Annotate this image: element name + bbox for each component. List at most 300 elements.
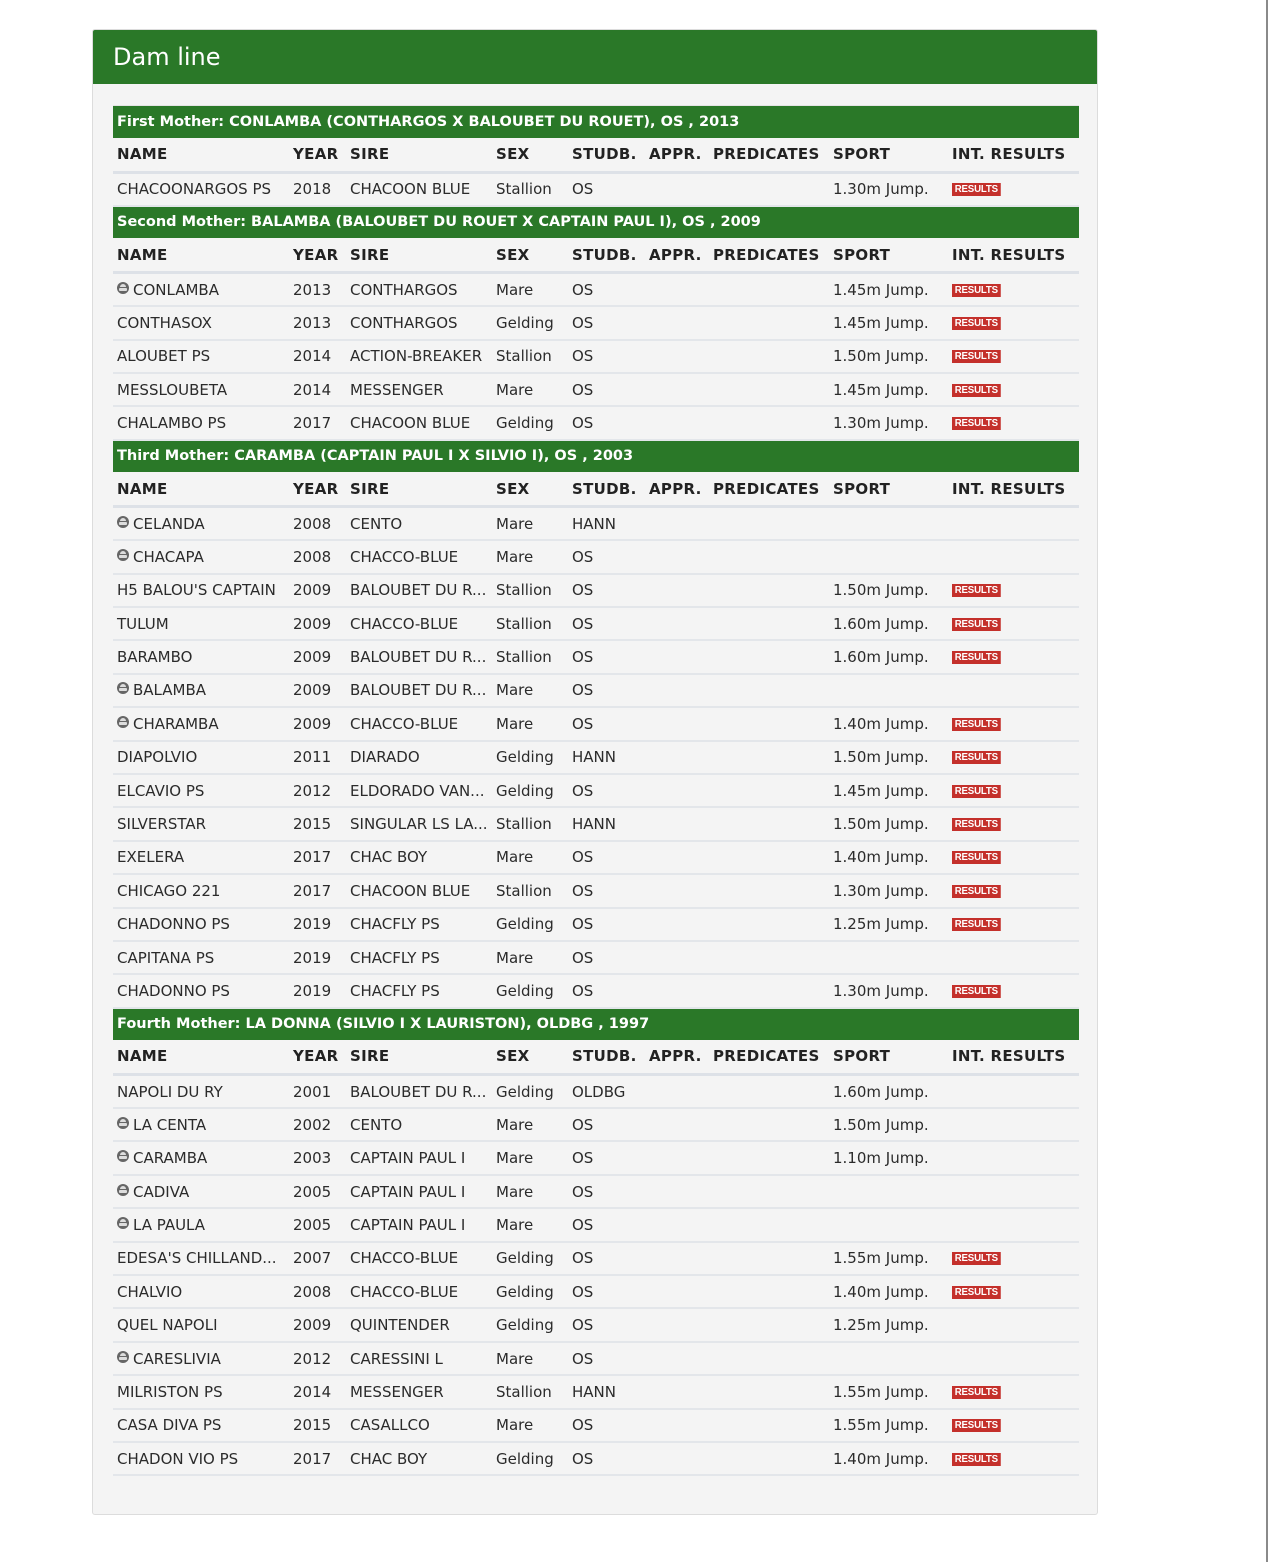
- cell-studbook-text: OS: [572, 1249, 594, 1268]
- cell-year-text: 2014: [293, 1382, 332, 1401]
- cell-predicates: [709, 1375, 829, 1408]
- column-header-year: YEAR: [289, 1040, 346, 1075]
- cell-sport-text: 1.30m Jump.: [833, 180, 929, 199]
- table-row: [113, 273, 1079, 306]
- column-header-studbook: STUDB.: [568, 138, 645, 173]
- cell-sire-text: CARESSINI L: [350, 1349, 443, 1368]
- cell-name[interactable]: [113, 373, 289, 406]
- results-button[interactable]: RESULTS: [952, 785, 1001, 798]
- table-body: [113, 106, 1079, 1476]
- cell-name[interactable]: [113, 173, 289, 206]
- cell-year-text: 2012: [293, 781, 332, 800]
- cell-name[interactable]: [113, 874, 289, 907]
- cell-studbook-text: OS: [572, 1182, 594, 1201]
- cell-sport-text: 1.60m Jump.: [833, 648, 929, 667]
- cell-sex: [492, 908, 568, 941]
- cell-int-results: [948, 1208, 1079, 1241]
- cell-name-text[interactable]: CONTHASOX: [117, 313, 212, 332]
- cell-name-text[interactable]: CHARAMBA: [133, 714, 219, 733]
- cell-sex-text: Stallion: [496, 180, 552, 199]
- column-header-predicates: PREDICATES: [709, 472, 829, 507]
- cell-sex: [492, 1442, 568, 1475]
- results-button[interactable]: RESULTS: [952, 350, 1001, 363]
- cell-predicates: [709, 1242, 829, 1275]
- cell-year: [289, 406, 346, 439]
- cell-studbook-text: OS: [572, 1449, 594, 1468]
- cell-sport-text: 1.30m Jump.: [833, 414, 929, 433]
- table-row: [113, 540, 1079, 573]
- results-button[interactable]: RESULTS: [952, 718, 1001, 731]
- cell-studbook: [568, 1442, 645, 1475]
- cell-name-text[interactable]: MILRISTON PS: [117, 1382, 223, 1401]
- cell-sire-text: CHACCO-BLUE: [350, 714, 459, 733]
- column-header-int-results: INT. RESULTS: [948, 138, 1079, 173]
- cell-sex: [492, 273, 568, 306]
- offspring-mare-icon: [117, 1351, 129, 1363]
- cell-sire: [346, 273, 492, 306]
- cell-int-results: [948, 807, 1079, 840]
- cell-sex-text: Mare: [496, 1182, 534, 1201]
- cell-predicates: [709, 1208, 829, 1241]
- cell-studbook: [568, 640, 645, 673]
- cell-studbook-text: OS: [572, 1349, 594, 1368]
- cell-sire-text: ELDORADO VAN...: [350, 781, 485, 800]
- cell-name[interactable]: [113, 1308, 289, 1341]
- cell-sire: [346, 607, 492, 640]
- cell-year-text: 2012: [293, 1349, 332, 1368]
- cell-name[interactable]: [113, 841, 289, 874]
- cell-studbook: [568, 674, 645, 707]
- column-header-sire: SIRE: [346, 472, 492, 507]
- cell-sire-text: BALOUBET DU R...: [350, 581, 487, 600]
- cell-name[interactable]: [113, 908, 289, 941]
- cell-approval: [645, 874, 709, 907]
- cell-name-text[interactable]: CHALVIO: [117, 1282, 183, 1301]
- cell-year: [289, 707, 346, 740]
- cell-studbook-text: OS: [572, 948, 594, 967]
- cell-name[interactable]: [113, 1108, 289, 1141]
- cell-name-text[interactable]: CADIVA: [133, 1182, 190, 1201]
- cell-sex-text: Gelding: [496, 414, 554, 433]
- cell-year: [289, 1275, 346, 1308]
- cell-sex-text: Mare: [496, 948, 534, 967]
- cell-year: [289, 640, 346, 673]
- cell-sport-text: 1.25m Jump.: [833, 915, 929, 934]
- cell-predicates: [709, 306, 829, 339]
- cell-name-text[interactable]: CARESLIVIA: [133, 1349, 221, 1368]
- cell-sire-text: DIARADO: [350, 748, 420, 767]
- column-header-sire: SIRE: [346, 138, 492, 173]
- cell-name-text[interactable]: CHALAMBO PS: [117, 414, 227, 433]
- cell-studbook-text: HANN: [572, 514, 616, 533]
- cell-sex: [492, 1075, 568, 1108]
- cell-year-text: 2003: [293, 1149, 332, 1168]
- cell-year: [289, 774, 346, 807]
- cell-sire-text: CHAC BOY: [350, 848, 428, 867]
- table-row: [113, 1275, 1079, 1308]
- cell-int-results: [948, 941, 1079, 974]
- cell-studbook: [568, 874, 645, 907]
- column-header-sex: SEX: [492, 238, 568, 273]
- cell-studbook-text: OS: [572, 414, 594, 433]
- results-button[interactable]: RESULTS: [952, 1419, 1001, 1432]
- cell-studbook: [568, 1342, 645, 1375]
- cell-sport: [829, 1442, 948, 1475]
- cell-predicates: [709, 373, 829, 406]
- cell-sport: [829, 1375, 948, 1408]
- cell-name-text[interactable]: QUEL NAPOLI: [117, 1316, 218, 1335]
- cell-sex-text: Mare: [496, 1215, 534, 1234]
- results-button[interactable]: RESULTS: [952, 818, 1001, 831]
- cell-name[interactable]: [113, 1175, 289, 1208]
- cell-sex-text: Gelding: [496, 1282, 554, 1301]
- cell-studbook: [568, 974, 645, 1007]
- cell-approval: [645, 807, 709, 840]
- column-header-sire: SIRE: [346, 1040, 492, 1075]
- cell-year: [289, 1375, 346, 1408]
- cell-sex: [492, 340, 568, 373]
- cell-name-text[interactable]: TULUM: [117, 614, 169, 633]
- cell-studbook-text: OS: [572, 848, 594, 867]
- cell-sire: [346, 1108, 492, 1141]
- cell-int-results: [948, 1308, 1079, 1341]
- cell-sire-text: BALOUBET DU R...: [350, 648, 487, 667]
- cell-sport: [829, 406, 948, 439]
- table-row: [113, 607, 1079, 640]
- cell-predicates: [709, 941, 829, 974]
- offspring-mare-icon: [117, 1117, 129, 1129]
- cell-name-text[interactable]: MESSLOUBETA: [117, 380, 228, 399]
- cell-name-text[interactable]: CAPITANA PS: [117, 948, 215, 967]
- results-button[interactable]: RESULTS: [952, 885, 1001, 898]
- cell-sire-text: CHAC BOY: [350, 1449, 428, 1468]
- cell-sport-text: 1.60m Jump.: [833, 614, 929, 633]
- cell-predicates: [709, 1342, 829, 1375]
- cell-name-text[interactable]: CASA DIVA PS: [117, 1416, 222, 1435]
- cell-studbook: [568, 841, 645, 874]
- cell-year-text: 2009: [293, 581, 332, 600]
- cell-name[interactable]: [113, 574, 289, 607]
- section-title: First Mother: CONLAMBA (CONTHARGOS X BALOUBET DU ROUET), OS , 2013: [113, 106, 1079, 138]
- cell-studbook-text: OS: [572, 313, 594, 332]
- cell-studbook-text: OS: [572, 1215, 594, 1234]
- table-row: [113, 1308, 1079, 1341]
- cell-year-text: 2014: [293, 347, 332, 366]
- cell-sire: [346, 640, 492, 673]
- cell-sport: [829, 1208, 948, 1241]
- cell-approval: [645, 774, 709, 807]
- cell-year-text: 2017: [293, 414, 332, 433]
- cell-name[interactable]: [113, 1141, 289, 1174]
- cell-int-results: [948, 507, 1079, 540]
- section-title: Fourth Mother: LA DONNA (SILVIO I X LAURISTON), OLDBG , 1997: [113, 1008, 1079, 1040]
- cell-studbook: [568, 941, 645, 974]
- cell-sex-text: Stallion: [496, 581, 552, 600]
- cell-sire-text: CHACCO-BLUE: [350, 1249, 459, 1268]
- cell-name[interactable]: [113, 674, 289, 707]
- cell-year: [289, 1342, 346, 1375]
- cell-sex-text: Mare: [496, 1416, 534, 1435]
- cell-name-text[interactable]: CHACAPA: [133, 547, 204, 566]
- cell-sex: [492, 306, 568, 339]
- column-header-sport: SPORT: [829, 138, 948, 173]
- cell-name[interactable]: [113, 607, 289, 640]
- column-header-row: [113, 1040, 1079, 1075]
- cell-name-text[interactable]: CELANDA: [133, 514, 205, 533]
- cell-name-text[interactable]: H5 BALOU'S CAPTAIN: [117, 581, 276, 600]
- cell-name[interactable]: [113, 741, 289, 774]
- cell-predicates: [709, 406, 829, 439]
- cell-name[interactable]: [113, 1208, 289, 1241]
- results-button[interactable]: RESULTS: [952, 417, 1001, 430]
- cell-name-text[interactable]: EDESA'S CHILLAND...: [117, 1249, 277, 1268]
- column-header-studbook: STUDB.: [568, 472, 645, 507]
- results-button[interactable]: RESULTS: [952, 985, 1001, 998]
- cell-predicates: [709, 607, 829, 640]
- cell-sport: [829, 540, 948, 573]
- cell-year-text: 2015: [293, 1416, 332, 1435]
- cell-int-results: [948, 841, 1079, 874]
- cell-name-text[interactable]: ALOUBET PS: [117, 347, 211, 366]
- cell-name-text[interactable]: BALAMBA: [133, 681, 207, 700]
- table-row: [113, 1242, 1079, 1275]
- cell-sire: [346, 1175, 492, 1208]
- cell-sport: [829, 574, 948, 607]
- cell-year: [289, 507, 346, 540]
- cell-name[interactable]: [113, 974, 289, 1007]
- cell-name[interactable]: [113, 540, 289, 573]
- cell-name[interactable]: [113, 640, 289, 673]
- cell-name[interactable]: [113, 941, 289, 974]
- cell-name-text[interactable]: CHADON VIO PS: [117, 1449, 239, 1468]
- table-row: [113, 640, 1079, 673]
- results-button[interactable]: RESULTS: [952, 751, 1001, 764]
- cell-sire-text: CHACCO-BLUE: [350, 547, 459, 566]
- offspring-mare-icon: [117, 1150, 129, 1162]
- cell-int-results: [948, 574, 1079, 607]
- cell-sport-text: 1.50m Jump.: [833, 1115, 929, 1134]
- cell-name[interactable]: [113, 273, 289, 306]
- cell-int-results: [948, 1409, 1079, 1442]
- cell-name[interactable]: [113, 1342, 289, 1375]
- cell-sire-text: CAPTAIN PAUL I: [350, 1149, 466, 1168]
- results-button[interactable]: RESULTS: [952, 584, 1001, 597]
- cell-studbook-text: OS: [572, 982, 594, 1000]
- column-header-name: NAME: [113, 1040, 289, 1075]
- cell-name-text[interactable]: BARAMBO: [117, 648, 193, 667]
- table-row: [113, 974, 1079, 1007]
- column-header-year: YEAR: [289, 238, 346, 273]
- cell-year-text: 2007: [293, 1249, 332, 1268]
- cell-year-text: 2013: [293, 280, 332, 299]
- cell-studbook-text: OS: [572, 347, 594, 366]
- cell-sport: [829, 1175, 948, 1208]
- cell-sex: [492, 373, 568, 406]
- cell-predicates: [709, 1409, 829, 1442]
- cell-name-text[interactable]: CHICAGO 221: [117, 881, 221, 900]
- cell-name[interactable]: [113, 1242, 289, 1275]
- cell-studbook-text: HANN: [572, 1382, 616, 1401]
- cell-predicates: [709, 674, 829, 707]
- cell-int-results: [948, 306, 1079, 339]
- cell-name-text[interactable]: CHADONNO PS: [117, 982, 230, 1000]
- column-header-sex: SEX: [492, 472, 568, 507]
- cell-name[interactable]: [113, 1375, 289, 1408]
- cell-approval: [645, 373, 709, 406]
- cell-sire-text: CHACOON BLUE: [350, 414, 471, 433]
- cell-approval: [645, 908, 709, 941]
- results-button[interactable]: RESULTS: [952, 284, 1001, 297]
- cell-year: [289, 674, 346, 707]
- column-header-predicates: PREDICATES: [709, 238, 829, 273]
- cell-approval: [645, 540, 709, 573]
- table-row: [113, 1141, 1079, 1174]
- cell-sex-text: Gelding: [496, 915, 554, 934]
- cell-sport: [829, 1242, 948, 1275]
- cell-sport-text: 1.55m Jump.: [833, 1382, 929, 1401]
- cell-int-results: [948, 1175, 1079, 1208]
- results-button[interactable]: RESULTS: [952, 651, 1001, 664]
- cell-sire: [346, 1342, 492, 1375]
- cell-name[interactable]: [113, 807, 289, 840]
- cell-sport-text: 1.55m Jump.: [833, 1249, 929, 1268]
- results-button[interactable]: RESULTS: [952, 1286, 1001, 1299]
- cell-int-results: [948, 273, 1079, 306]
- cell-sire-text: BALOUBET DU R...: [350, 681, 487, 700]
- cell-sport-text: 1.45m Jump.: [833, 280, 929, 299]
- cell-studbook-text: HANN: [572, 748, 616, 767]
- cell-int-results: [948, 340, 1079, 373]
- column-header-approval: APPR.: [645, 472, 709, 507]
- cell-sire: [346, 373, 492, 406]
- cell-name[interactable]: [113, 340, 289, 373]
- cell-sex: [492, 941, 568, 974]
- cell-int-results: [948, 1242, 1079, 1275]
- cell-name[interactable]: [113, 1075, 289, 1108]
- cell-name-text[interactable]: SILVERSTAR: [117, 815, 207, 834]
- cell-name-text[interactable]: NAPOLI DU RY: [117, 1082, 223, 1101]
- cell-name[interactable]: [113, 507, 289, 540]
- results-button[interactable]: RESULTS: [952, 384, 1001, 397]
- cell-approval: [645, 1242, 709, 1275]
- offspring-mare-icon: [117, 682, 129, 694]
- results-button[interactable]: RESULTS: [952, 1252, 1001, 1265]
- table-row: [113, 674, 1079, 707]
- cell-year-text: 2009: [293, 614, 332, 633]
- cell-year: [289, 974, 346, 1007]
- cell-name[interactable]: [113, 406, 289, 439]
- cell-name[interactable]: [113, 1275, 289, 1308]
- cell-sire: [346, 1308, 492, 1341]
- results-button[interactable]: RESULTS: [952, 918, 1001, 931]
- cell-sire: [346, 507, 492, 540]
- column-header-predicates: PREDICATES: [709, 1040, 829, 1075]
- cell-name-text[interactable]: DIAPOLVIO: [117, 748, 198, 767]
- cell-studbook-text: OS: [572, 547, 594, 566]
- section-band: [113, 440, 1079, 472]
- cell-sex: [492, 507, 568, 540]
- table-row: [113, 1409, 1079, 1442]
- dam-line-table: [113, 105, 1079, 1476]
- cell-sex-text: Gelding: [496, 1082, 554, 1101]
- cell-name[interactable]: [113, 1409, 289, 1442]
- cell-sire: [346, 306, 492, 339]
- cell-sire: [346, 707, 492, 740]
- cell-sex: [492, 774, 568, 807]
- cell-sport-text: 1.45m Jump.: [833, 313, 929, 332]
- cell-sex-text: Gelding: [496, 1316, 554, 1335]
- cell-name-text[interactable]: CHADONNO PS: [117, 915, 230, 934]
- cell-name[interactable]: [113, 1442, 289, 1475]
- cell-int-results: [948, 1275, 1079, 1308]
- cell-year: [289, 1442, 346, 1475]
- cell-year: [289, 841, 346, 874]
- cell-sport: [829, 1075, 948, 1108]
- cell-sex-text: Gelding: [496, 781, 554, 800]
- column-header-int-results: INT. RESULTS: [948, 472, 1079, 507]
- cell-name-text[interactable]: EXELERA: [117, 848, 185, 867]
- column-header-predicates: PREDICATES: [709, 138, 829, 173]
- cell-predicates: [709, 807, 829, 840]
- results-button[interactable]: RESULTS: [952, 1386, 1001, 1399]
- cell-predicates: [709, 974, 829, 1007]
- cell-year-text: 2008: [293, 514, 332, 533]
- cell-sire: [346, 774, 492, 807]
- cell-int-results: [948, 1108, 1079, 1141]
- cell-sex-text: Mare: [496, 380, 534, 399]
- cell-sire: [346, 1275, 492, 1308]
- cell-sex: [492, 807, 568, 840]
- cell-sport-text: 1.40m Jump.: [833, 1282, 929, 1301]
- cell-name-text[interactable]: CHACOONARGOS PS: [117, 180, 272, 199]
- results-button[interactable]: RESULTS: [952, 183, 1001, 196]
- cell-sire-text: CHACOON BLUE: [350, 180, 471, 199]
- cell-studbook-text: OS: [572, 1115, 594, 1134]
- cell-name-text[interactable]: LA PAULA: [133, 1215, 206, 1234]
- results-button[interactable]: RESULTS: [952, 851, 1001, 864]
- cell-name[interactable]: [113, 774, 289, 807]
- cell-studbook-text: OS: [572, 581, 594, 600]
- table-row: [113, 1208, 1079, 1241]
- cell-sport-text: 1.40m Jump.: [833, 1449, 929, 1468]
- cell-name-text[interactable]: CARAMBA: [133, 1149, 208, 1168]
- cell-sport: [829, 741, 948, 774]
- cell-sport: [829, 640, 948, 673]
- cell-year: [289, 306, 346, 339]
- column-header-approval: APPR.: [645, 238, 709, 273]
- cell-name[interactable]: [113, 707, 289, 740]
- cell-studbook-text: OS: [572, 648, 594, 667]
- results-button[interactable]: RESULTS: [952, 618, 1001, 631]
- cell-studbook-text: OS: [572, 1149, 594, 1168]
- cell-studbook-text: OS: [572, 1316, 594, 1335]
- cell-year: [289, 540, 346, 573]
- cell-sire: [346, 941, 492, 974]
- cell-name[interactable]: [113, 306, 289, 339]
- cell-name-text[interactable]: CONLAMBA: [133, 280, 219, 299]
- results-button[interactable]: RESULTS: [952, 1453, 1001, 1466]
- cell-name-text[interactable]: ELCAVIO PS: [117, 781, 205, 800]
- cell-approval: [645, 1275, 709, 1308]
- cell-name-text[interactable]: LA CENTA: [133, 1115, 207, 1134]
- cell-approval: [645, 1208, 709, 1241]
- cell-approval: [645, 1342, 709, 1375]
- cell-year-text: 2011: [293, 748, 332, 767]
- results-button[interactable]: RESULTS: [952, 317, 1001, 330]
- cell-year: [289, 1242, 346, 1275]
- cell-sex-text: Mare: [496, 1115, 534, 1134]
- table-row: [113, 841, 1079, 874]
